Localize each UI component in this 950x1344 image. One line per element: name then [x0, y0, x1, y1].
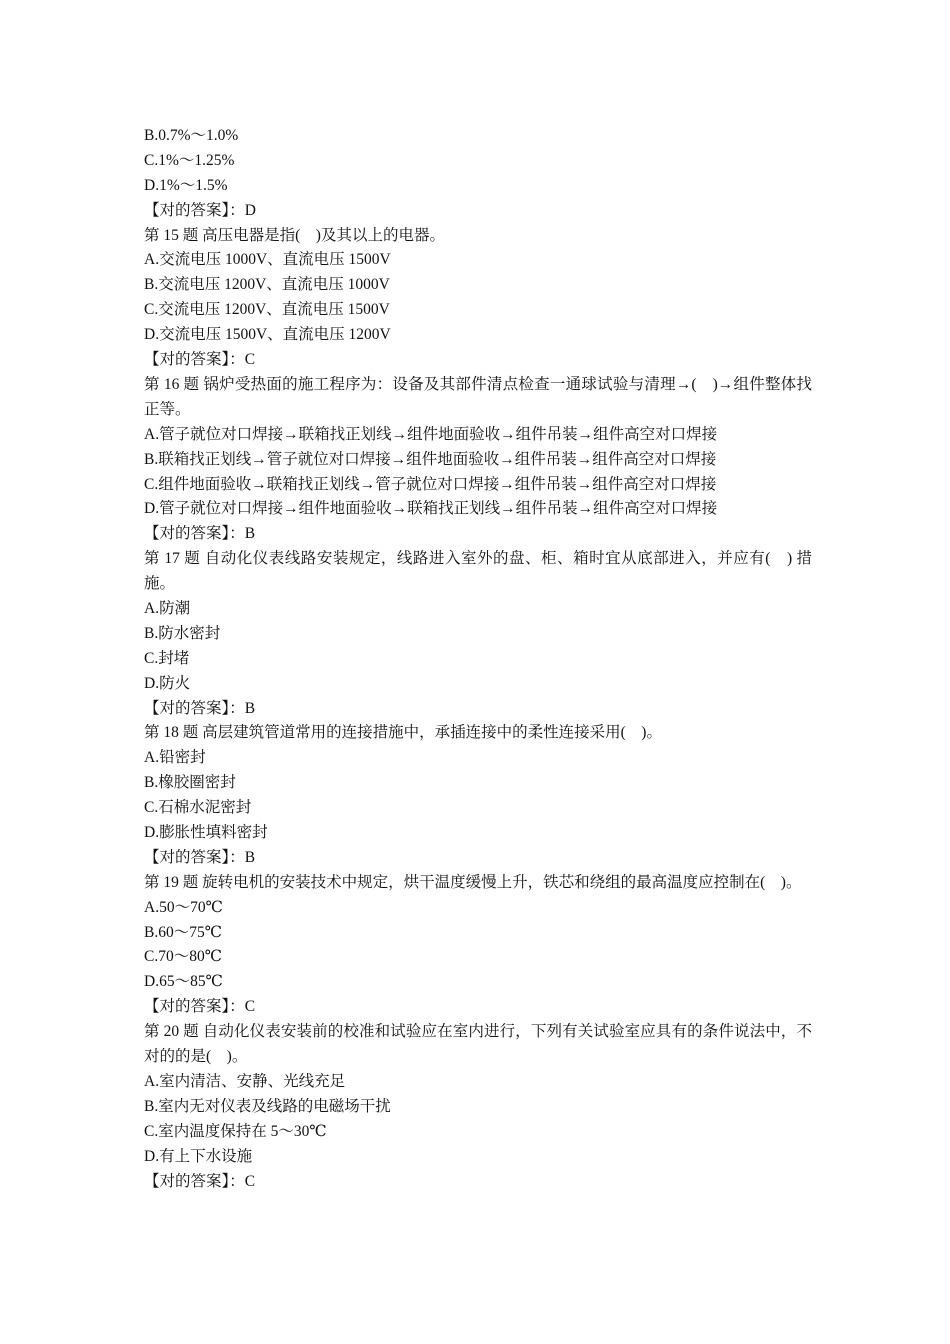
q15-answer: 【对的答案】：C [144, 351, 256, 369]
q17-question: 第 17 题 自动化仪表线路安装规定，线路进入室外的盘、柜、箱时宜从底部进入，并应有( ) 措施。 [144, 550, 812, 593]
q16-option-b: B.联箱找正划线→管子就位对口焊接→组件地面验收→组件吊装→组件高空对口焊接 [144, 450, 717, 468]
q18-option-b: B.橡胶圈密封 [144, 774, 236, 792]
q18-question: 第 18 题 高层建筑管道常用的连接措施中，承插连接中的柔性连接采用( )。 [144, 724, 662, 742]
q17-answer: 【对的答案】：B [144, 699, 256, 717]
q18-answer: 【对的答案】：B [144, 848, 256, 866]
q14-option-d: D.1%～1.5% [144, 176, 228, 194]
q14-answer: 【对的答案】：D [144, 201, 256, 219]
q15-option-b: B.交流电压 1200V、直流电压 1000V [144, 276, 390, 294]
q19-option-a: A.50～70℃ [144, 898, 223, 916]
q18-option-d: D.膨胀性填料密封 [144, 824, 268, 841]
q15-option-a: A.交流电压 1000V、直流电压 1500V [144, 251, 391, 269]
q18-option-c: C.石棉水泥密封 [144, 799, 252, 817]
document-page [144, 124, 812, 1194]
q17-option-d: D.防火 [144, 674, 191, 692]
q14-option-b: B.0.7%～1.0% [144, 127, 239, 144]
q19-option-d: D.65～85℃ [144, 973, 223, 991]
q16-answer: 【对的答案】：B [144, 525, 256, 543]
q18-option-a: A.铅密封 [144, 749, 206, 767]
q19-option-c: C.70～80℃ [144, 948, 223, 966]
q15-option-c: C.交流电压 1200V、直流电压 1500V [144, 301, 390, 319]
q15-question: 第 15 题 高压电器是指( )及其以上的电器。 [144, 226, 445, 244]
q16-question: 第 16 题 锅炉受热面的施工程序为：设备及其部件清点检查一通球试验与清理→( )→组件整体找正等。 [144, 375, 812, 418]
q15-option-d: D.交流电压 1500V、直流电压 1200V [144, 326, 391, 344]
q19-answer: 【对的答案】：C [144, 998, 256, 1016]
q17-option-a: A.防潮 [144, 599, 191, 617]
q20-option-c: C.室内温度保持在 5～30℃ [144, 1122, 327, 1140]
q16-option-a: A.管子就位对口焊接→联箱找正划线→组件地面验收→组件吊装→组件高空对口焊接 [144, 425, 718, 443]
q17-option-c: C.封堵 [144, 649, 190, 667]
q19-question: 第 19 题 旋转电机的安装技术中规定，烘干温度缓慢上升，铁芯和绕组的最高温度应控制在( )。 [144, 873, 802, 891]
q17-option-b: B.防水密封 [144, 624, 221, 642]
q20-answer: 【对的答案】：C [144, 1172, 256, 1190]
q16-option-d: D.管子就位对口焊接→组件地面验收→联箱找正划线→组件吊装→组件高空对口焊接 [144, 500, 718, 518]
q20-option-a: A.室内清洁、安静、光线充足 [144, 1072, 346, 1090]
q20-question: 第 20 题 自动化仪表安装前的校准和试验应在室内进行，下列有关试验室应具有的条件说法中，不对的的是( )。 [144, 1023, 812, 1066]
q20-option-b: B.室内无对仪表及线路的电磁场干扰 [144, 1097, 391, 1115]
q19-option-b: B.60～75℃ [144, 923, 223, 941]
q16-option-c: C.组件地面验收→联箱找正划线→管子就位对口焊接→组件吊装→组件高空对口焊接 [144, 475, 717, 493]
q20-option-d: D.有上下水设施 [144, 1147, 253, 1165]
q14-option-c: C.1%～1.25% [144, 151, 235, 169]
